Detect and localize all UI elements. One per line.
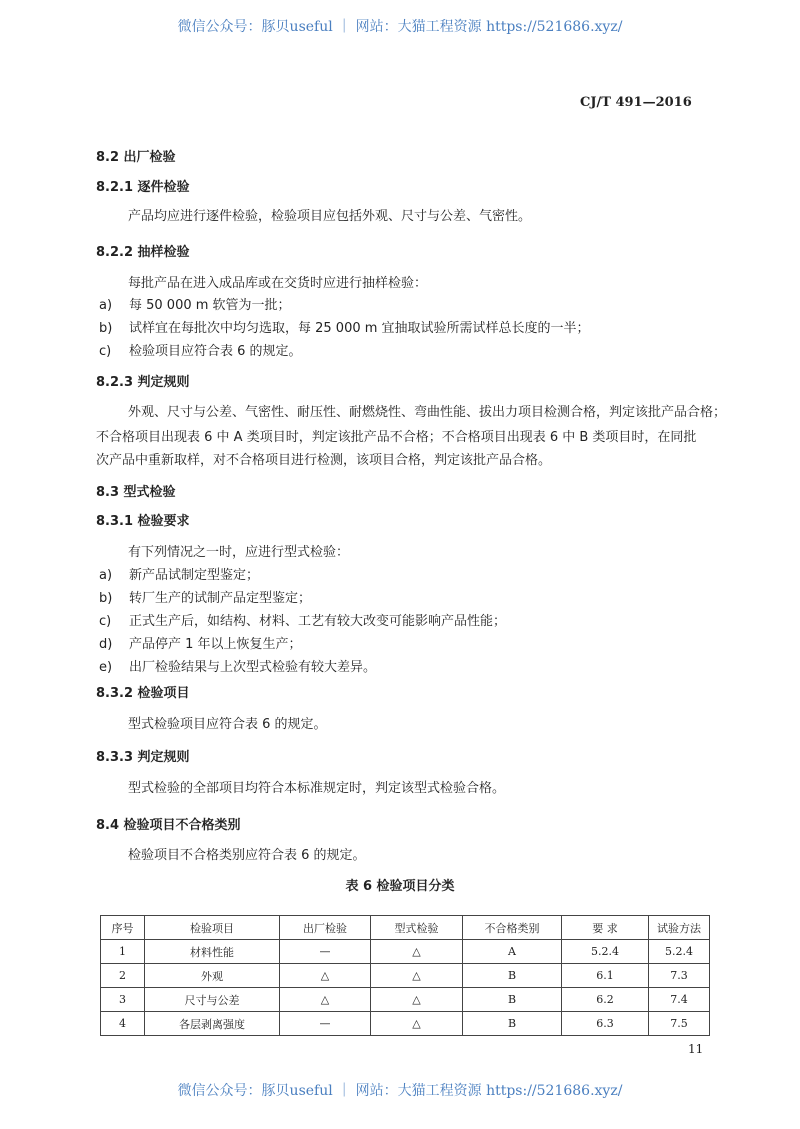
inspection-table	[100, 915, 710, 1036]
list-item	[99, 590, 312, 608]
list-marker: d)	[99, 637, 113, 652]
list-text: 每 50 000 m 软管为一批；	[129, 298, 291, 313]
cell: —	[280, 1012, 371, 1036]
list-text: 检验项目应符合表 6 的规定。	[129, 344, 302, 359]
cell: B	[463, 1012, 562, 1036]
paragraph: 型式检验的全部项目均符合本标准规定时，判定该型式检验合格。	[128, 781, 506, 796]
cell: 7.5	[649, 1012, 710, 1036]
paragraph: 外观、尺寸与公差、气密性、耐压性、耐燃烧性、弯曲性能、拔出力项目检测合格，判定该批产品合格；	[128, 405, 727, 420]
list-marker: c)	[99, 614, 112, 629]
list-item	[99, 659, 377, 677]
paragraph: 检验项目不合格类别应符合表 6 的规定。	[128, 848, 366, 863]
cell: △	[371, 940, 463, 964]
header-cell: 出厂检验	[280, 916, 371, 940]
cell: 各层剥离强度	[145, 1012, 280, 1036]
cell: △	[280, 964, 371, 988]
paragraph: 有下列情况之一时，应进行型式检验：	[128, 545, 350, 560]
section-8-2-1: 8.2.1 逐件检验	[96, 180, 190, 195]
cell: 7.3	[649, 964, 710, 988]
table-row	[101, 988, 710, 1012]
cell: 2	[101, 964, 145, 988]
header-cell: 型式检验	[371, 916, 463, 940]
cell: △	[371, 1012, 463, 1036]
section-8-3-1: 8.3.1 检验要求	[96, 514, 190, 529]
header-cell: 检验项目	[145, 916, 280, 940]
cell: 4	[101, 1012, 145, 1036]
list-item	[99, 320, 590, 338]
list-text: 正式生产后，如结构、材料、工艺有较大改变可能影响产品性能；	[129, 614, 507, 629]
paragraph: 产品均应进行逐件检验，检验项目应包括外观、尺寸与公差、气密性。	[128, 209, 532, 224]
list-text: 出厂检验结果与上次型式检验有较大差异。	[129, 660, 377, 675]
header-cell: 序号	[101, 916, 145, 940]
page-number: 11	[688, 1042, 704, 1056]
table-title: 表 6 检验项目分类	[345, 879, 455, 894]
list-marker: c)	[99, 344, 112, 359]
cell: 1	[101, 940, 145, 964]
cell: 6.2	[562, 988, 649, 1012]
cell: 7.4	[649, 988, 710, 1012]
cell: △	[371, 988, 463, 1012]
cell: 尺寸与公差	[145, 988, 280, 1012]
table-row	[101, 964, 710, 988]
list-text: 新产品试制定型鉴定；	[129, 568, 260, 583]
cell: 6.3	[562, 1012, 649, 1036]
paragraph: 每批产品在进入成品库或在交货时应进行抽样检验：	[128, 276, 428, 291]
list-text: 产品停产 1 年以上恢复生产；	[129, 637, 302, 652]
list-marker: e)	[99, 660, 113, 675]
table-row	[101, 940, 710, 964]
cell: 外观	[145, 964, 280, 988]
cell: A	[463, 940, 562, 964]
watermark-bottom: 微信公众号：豚贝useful ｜ 网站：大猫工程资源 https://521686.xyz/	[177, 1083, 623, 1099]
section-8-2-2: 8.2.2 抽样检验	[96, 245, 190, 260]
cell: 3	[101, 988, 145, 1012]
cell: B	[463, 964, 562, 988]
header-cell: 不合格类别	[463, 916, 562, 940]
section-8-3-3: 8.3.3 判定规则	[96, 750, 190, 765]
section-8-2-3: 8.2.3 判定规则	[96, 375, 190, 390]
header-cell: 要 求	[562, 916, 649, 940]
section-8-2: 8.2 出厂检验	[96, 150, 176, 165]
list-item	[99, 567, 260, 585]
section-8-3-2: 8.3.2 检验项目	[96, 686, 190, 701]
cell: △	[280, 988, 371, 1012]
list-text: 试样宜在每批次中均匀选取，每 25 000 m 宜抽取试验所需试样总长度的一半；	[129, 321, 590, 336]
list-marker: a)	[99, 298, 113, 313]
list-item	[99, 297, 291, 315]
cell: △	[371, 964, 463, 988]
list-text: 转厂生产的试制产品定型鉴定；	[129, 591, 312, 606]
list-item	[99, 636, 302, 654]
table-row	[101, 1012, 710, 1036]
section-8-4: 8.4 检验项目不合格类别	[96, 818, 241, 833]
cell: 5.2.4	[562, 940, 649, 964]
standard-number: CJ/T 491—2016	[580, 95, 692, 110]
paragraph: 不合格项目出现表 6 中 A 类项目时，判定该批产品不合格；不合格项目出现表 6 中 B 类项目时，在同批	[96, 430, 697, 445]
cell: 材料性能	[145, 940, 280, 964]
cell: B	[463, 988, 562, 1012]
section-8-3: 8.3 型式检验	[96, 485, 176, 500]
list-item	[99, 613, 507, 631]
header-cell: 试验方法	[649, 916, 710, 940]
list-item	[99, 343, 302, 361]
watermark-top: 微信公众号：豚贝useful ｜ 网站：大猫工程资源 https://521686.xyz/	[177, 19, 623, 35]
paragraph: 型式检验项目应符合表 6 的规定。	[128, 717, 327, 732]
cell: 6.1	[562, 964, 649, 988]
list-marker: a)	[99, 568, 113, 583]
cell: —	[280, 940, 371, 964]
cell: 5.2.4	[649, 940, 710, 964]
paragraph: 次产品中重新取样，对不合格项目进行检测，该项目合格，判定该批产品合格。	[96, 453, 552, 468]
list-marker: b)	[99, 591, 113, 606]
table-header-row	[101, 916, 710, 940]
list-marker: b)	[99, 321, 113, 336]
